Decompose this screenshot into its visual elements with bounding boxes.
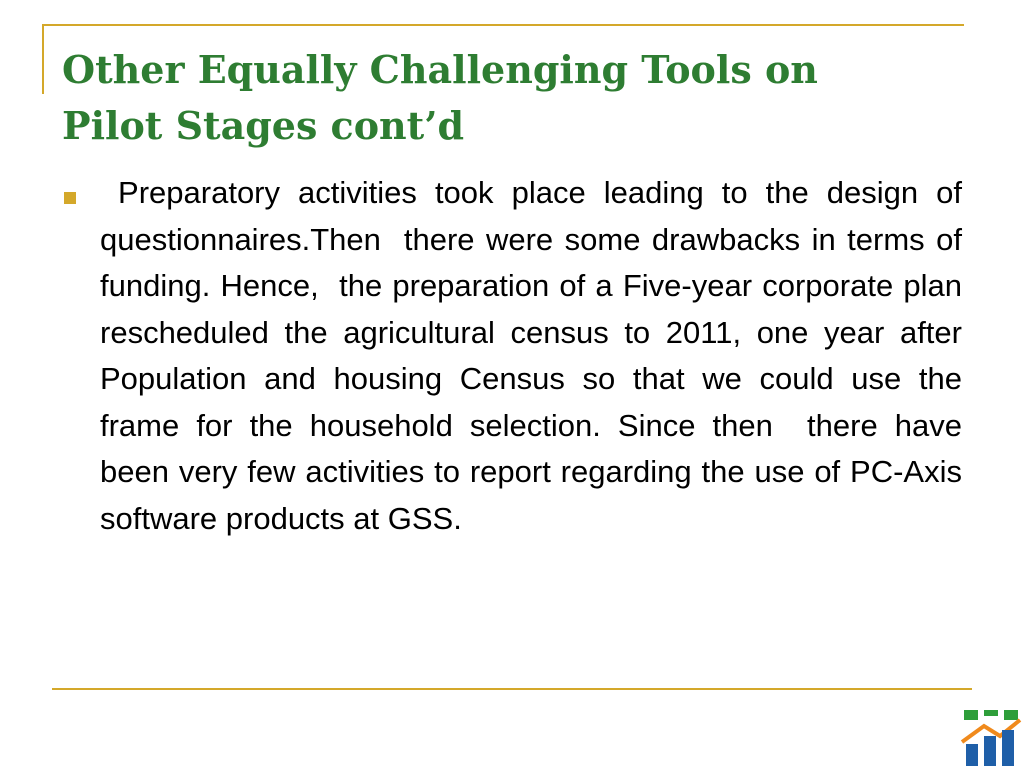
logo-green-block-3 bbox=[1004, 710, 1018, 720]
top-divider bbox=[42, 24, 964, 26]
logo-green-block-1 bbox=[964, 710, 978, 720]
left-divider bbox=[42, 24, 44, 94]
logo-green-block-2 bbox=[984, 710, 998, 716]
slide-title bbox=[62, 42, 942, 154]
title-line-1: Other Equally Challenging Tools on bbox=[62, 47, 818, 92]
title-line-2: Pilot Stages cont’d bbox=[62, 103, 465, 148]
bullet-item bbox=[62, 170, 971, 542]
logo-blue-bar-2 bbox=[984, 736, 996, 766]
logo-blue-bar-1 bbox=[966, 744, 978, 766]
square-bullet-icon bbox=[64, 192, 76, 204]
bullet-text: Preparatory activities took place leading to the design of questionnaires.Then there were some drawbacks in terms of funding. Hence, the preparation of a Five-year corporate plan rescheduled the agricultural census to 2011, one year after Population and housing Census so that we could use the frame for the household selection. Since then there have been very few activities to report regarding the use of PC-Axis software products at GSS. bbox=[100, 175, 971, 536]
logo-blue-bar-3 bbox=[1002, 730, 1014, 766]
bottom-divider bbox=[52, 688, 972, 690]
gss-logo-icon bbox=[960, 706, 1022, 766]
